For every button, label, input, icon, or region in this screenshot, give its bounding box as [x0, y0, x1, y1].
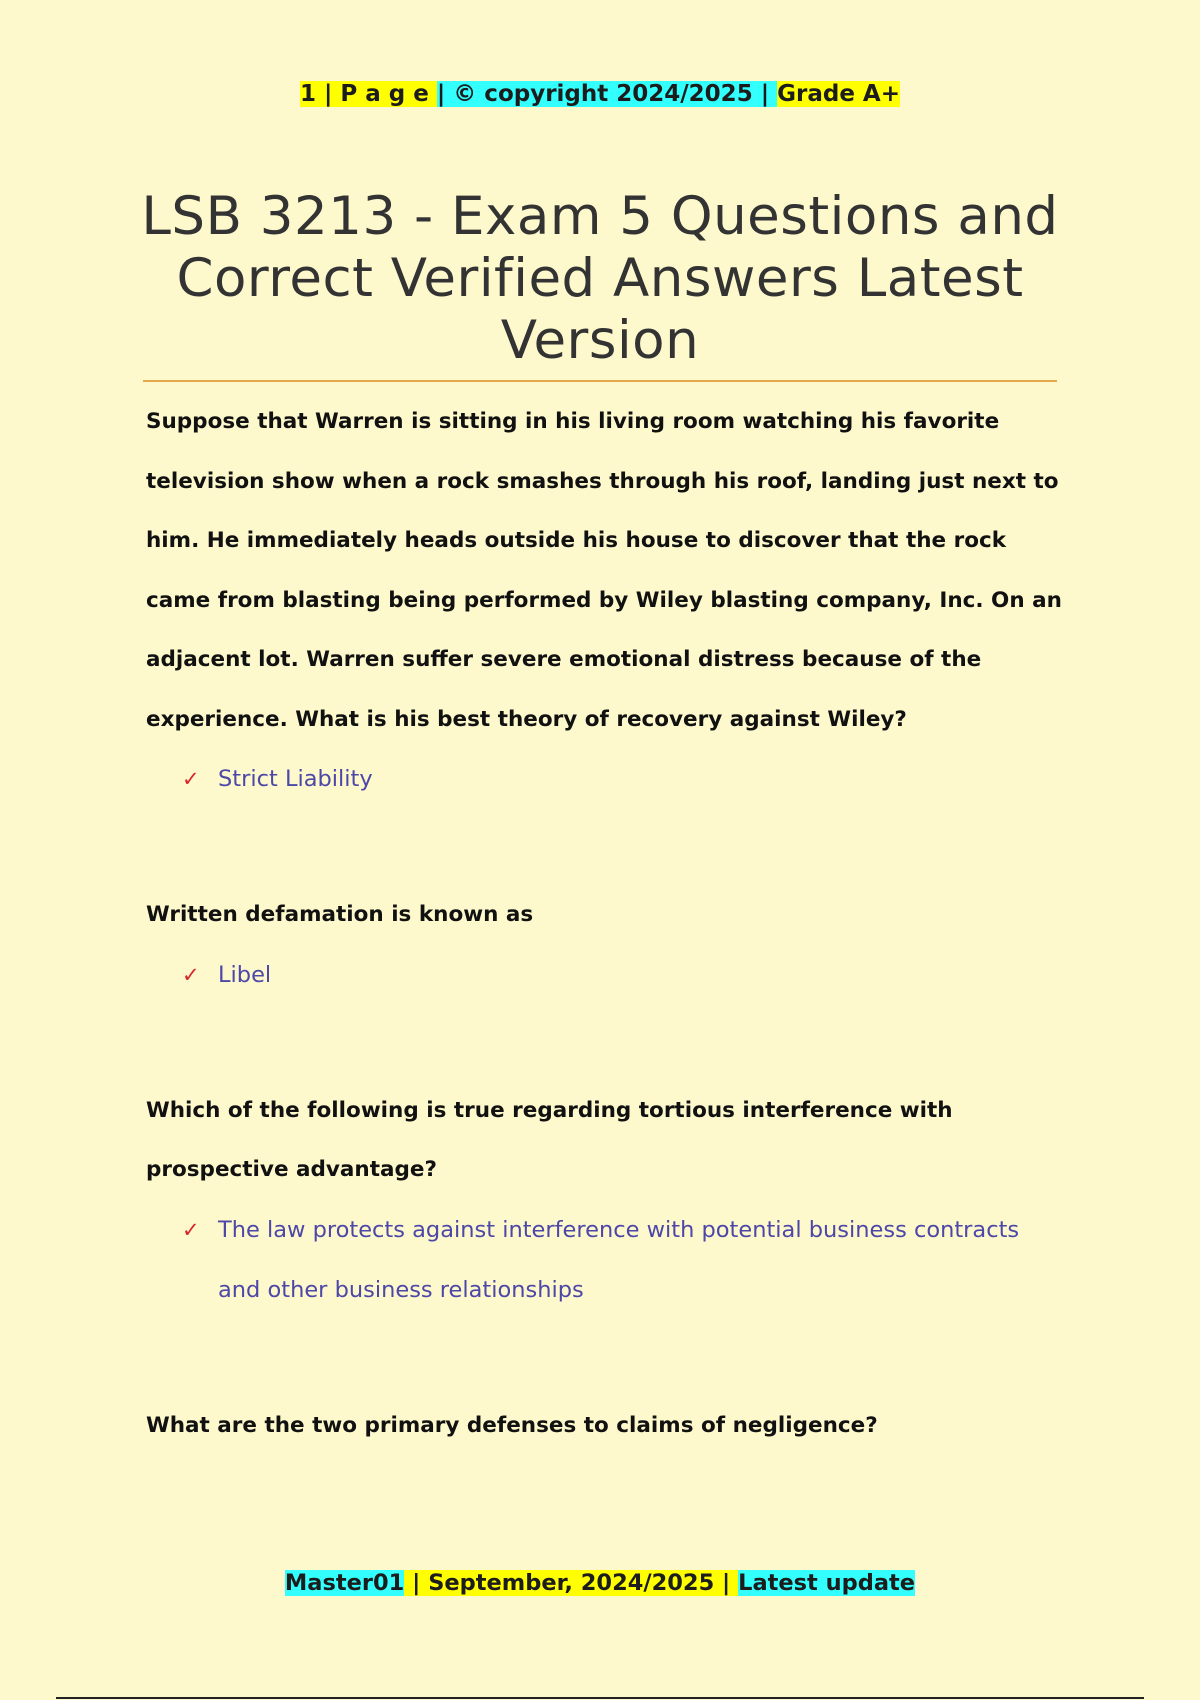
spacer [146, 1320, 1066, 1396]
answer-text: The law protects against interference with potential business contracts and other business relationships [218, 1216, 1020, 1303]
grade-label: Grade A+ [777, 81, 900, 107]
question-text: Which of the following is true regarding tortious interference with prospective advantage? [146, 1097, 953, 1182]
page-footer [0, 1567, 1200, 1599]
answer-text: Libel [218, 961, 272, 988]
answer-row [182, 749, 1066, 809]
answer-text: Strict Liability [218, 766, 373, 792]
date-label: | September, 2024/2025 | [404, 1570, 739, 1596]
qa-item-1 [146, 392, 1066, 809]
document-title: LSB 3213 - Exam 5 Questions and Correct Verified Answers Latest Version [141, 186, 1059, 371]
page-header [0, 78, 1200, 110]
question-text: Written defamation is known as [146, 902, 534, 927]
page-number-label: 1 | P a g e [300, 81, 437, 107]
spacer [146, 809, 1066, 885]
question-text: Suppose that Warren is sitting in his living room watching his favorite television show when a rock smashes through his roof, landing just next to him. He immediately heads outside his house to discover that the rock came from blasting being performed by Wiley blasting company, Inc. On an adjacent lot. Warren suffer severe emotional distress because of the experience. What is his best theory of recovery against Wiley? [146, 409, 1062, 732]
check-icon: ✓ [182, 1217, 200, 1242]
answer-row [182, 945, 1066, 1005]
check-icon: ✓ [182, 767, 200, 791]
copyright-label: | © copyright 2024/2025 | [436, 81, 778, 107]
check-icon: ✓ [182, 962, 200, 987]
qa-list [146, 392, 1066, 1455]
bottom-divider [56, 1697, 1144, 1699]
qa-item-2 [146, 885, 1066, 1005]
author-label: Master01 [284, 1570, 405, 1596]
spacer [146, 1005, 1066, 1081]
qa-item-3 [146, 1081, 1066, 1320]
answer-row [182, 1200, 1066, 1320]
qa-item-4 [146, 1396, 1066, 1456]
question-text: What are the two primary defenses to claims of negligence? [146, 1412, 878, 1438]
title-divider [143, 380, 1057, 382]
update-label: Latest update [738, 1570, 916, 1596]
